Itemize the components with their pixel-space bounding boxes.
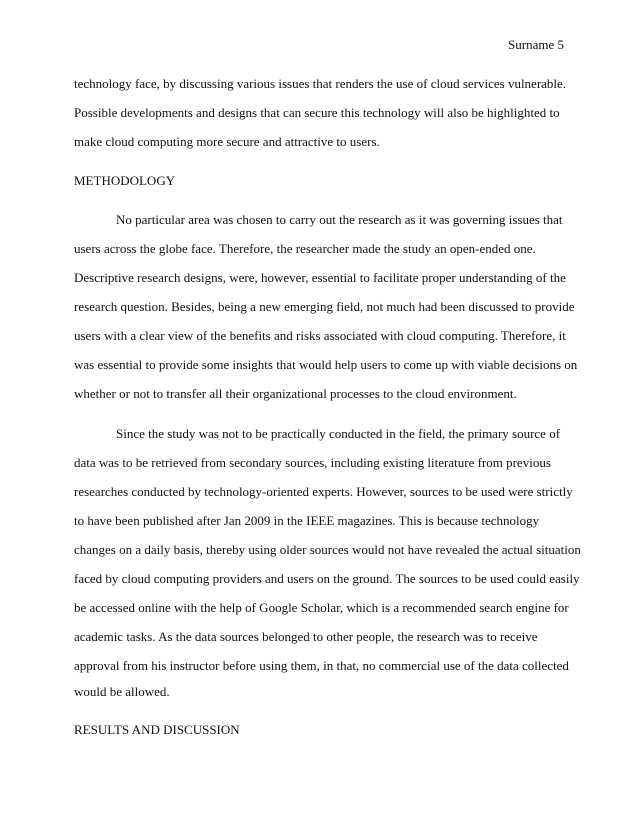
methodology-p2-line-3: researches conducted by technology-oriented experts. However, sources to be used were strictly [74, 484, 573, 499]
intro-line-3: make cloud computing more secure and attractive to users. [74, 134, 380, 149]
methodology-p2-line-6: faced by cloud computing providers and users on the ground. The sources to be used could easily [74, 571, 580, 586]
methodology-p2-line-2: data was to be retrieved from secondary sources, including existing literature from previous [74, 455, 551, 470]
methodology-p1-line-3: Descriptive research designs, were, however, essential to facilitate proper understanding of the [74, 270, 566, 285]
methodology-p2-line-10: would be allowed. [74, 684, 170, 699]
running-head: Surname 5 [508, 37, 564, 52]
methodology-p1-line-2: users across the globe face. Therefore, the researcher made the study an open-ended one. [74, 241, 536, 256]
methodology-p2-line-4: to have been published after Jan 2009 in the IEEE magazines. This is because technology [74, 513, 540, 528]
methodology-p1-line-5: users with a clear view of the benefits and risks associated with cloud computing. Therefore, it [74, 328, 566, 343]
methodology-p2-line-7: be accessed online with the help of Google Scholar, which is a recommended search engine for [74, 600, 569, 615]
methodology-p2-line-9: approval from his instructor before using them, in that, no commercial use of the data collected [74, 658, 569, 673]
methodology-p1-line-6: was essential to provide some insights that would help users to come up with viable decisions on [74, 357, 578, 372]
intro-line-2: Possible developments and designs that can secure this technology will also be highlighted to [74, 105, 560, 120]
methodology-heading: METHODOLOGY [74, 173, 176, 188]
methodology-p2-line-8: academic tasks. As the data sources belonged to other people, the research was to receive [74, 629, 538, 644]
methodology-p2-line-1: Since the study was not to be practically conducted in the field, the primary source of [116, 426, 561, 441]
methodology-p2-line-5: changes on a daily basis, thereby using older sources would not have revealed the actual situation [74, 542, 581, 557]
methodology-p1-line-7: whether or not to transfer all their organizational processes to the cloud environment. [74, 386, 517, 401]
methodology-p1-line-1: No particular area was chosen to carry out the research as it was governing issues that [116, 212, 563, 227]
methodology-p1-line-4: research question. Besides, being a new emerging field, not much had been discussed to provide [74, 299, 575, 314]
intro-line-1: technology face, by discussing various issues that renders the use of cloud services vulnerable. [74, 76, 567, 91]
results-heading: RESULTS AND DISCUSSION [74, 722, 240, 737]
